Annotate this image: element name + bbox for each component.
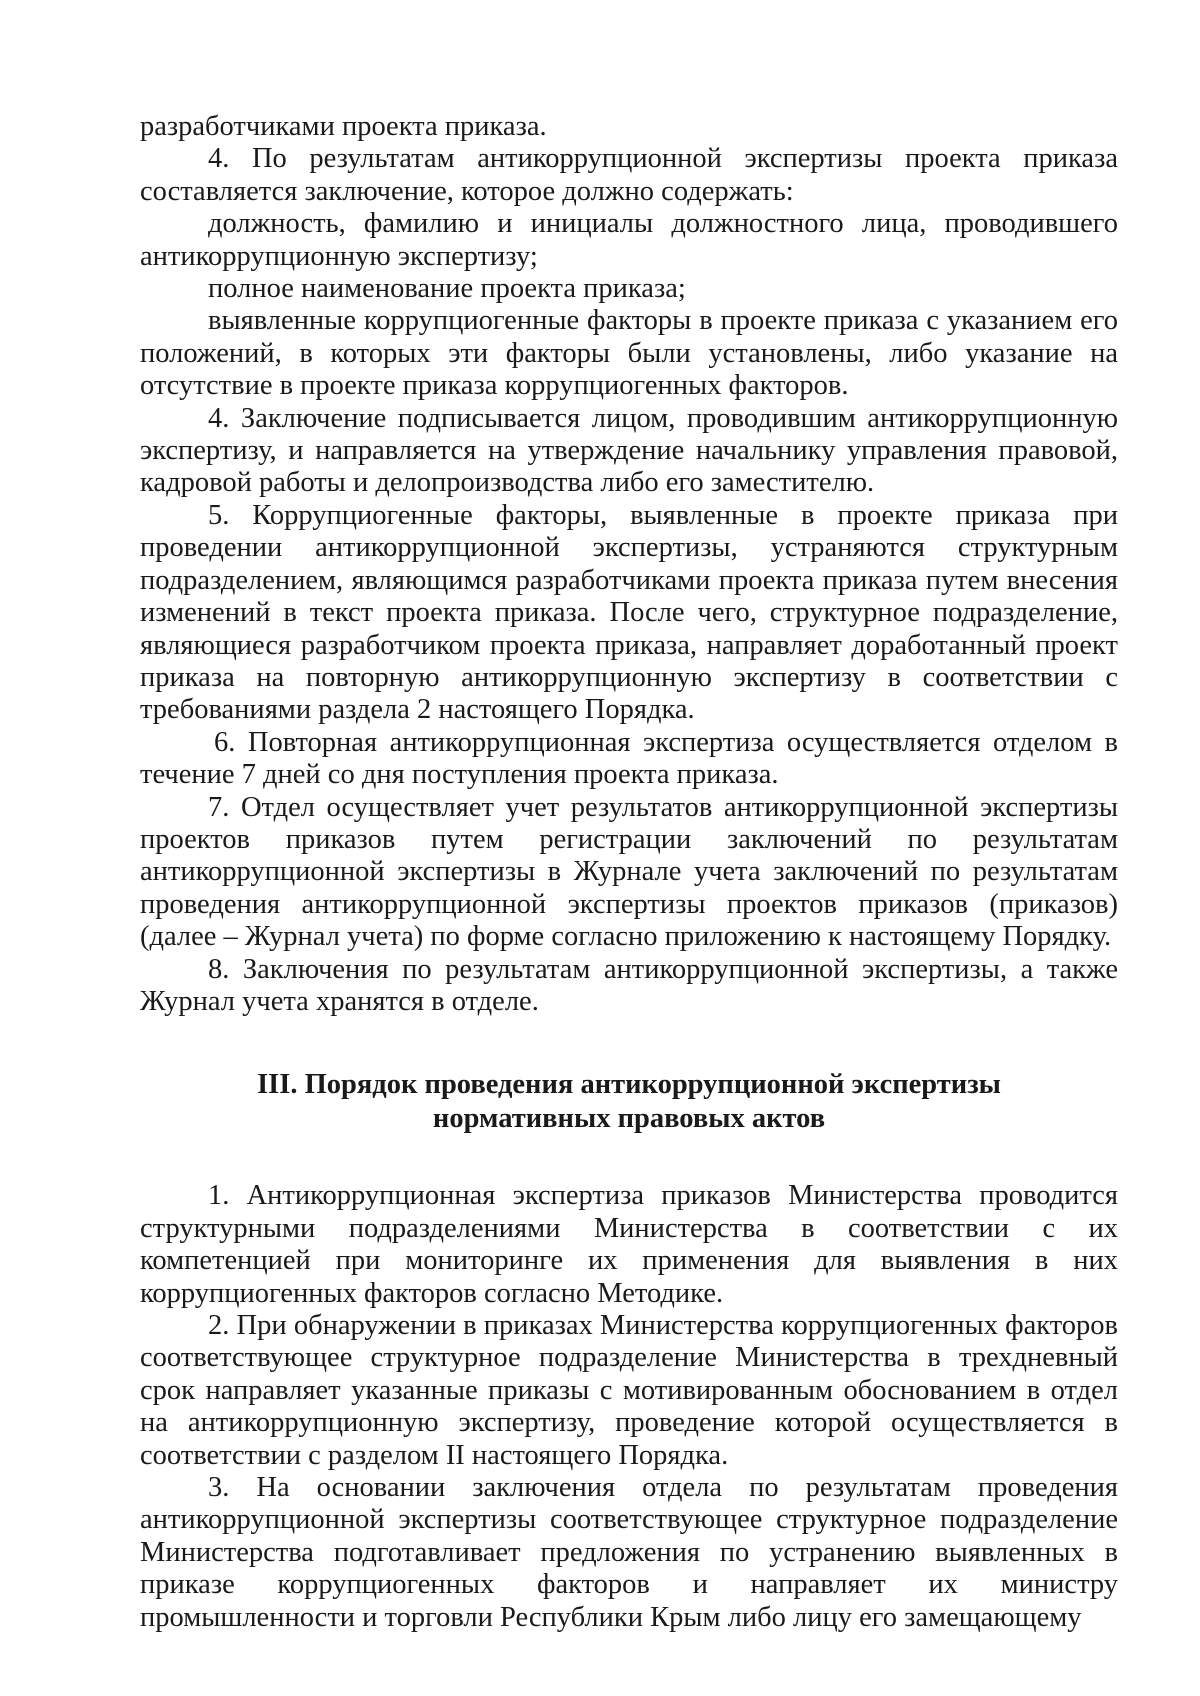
paragraph-s2-item-4-signing: 4. Заключение подписывается лицом, проводившим антикоррупционную экспертизу, и направляется на утверждение начальнику управления правовой, кадровой работы и делопроизводства либо его заместителю. — [140, 402, 1118, 499]
paragraph-intro-fragment: разработчиками проекта приказа. — [140, 111, 547, 142]
paragraph-s3-item-2: 2. При обнаружении в приказах Министерства коррупциогенных факторов соответствующее структурное подразделение Министерства в трехдневный срок направляет указанные приказы с мотивированным обоснованием в отдел на антикоррупционную экспертизу, проведение которой осуществляется в соответствии с разделом II настоящего Порядка. — [140, 1310, 1118, 1471]
paragraph-s3-item-3: 3. На основании заключения отдела по результатам проведения антикоррупционной экспертизы соответствующее структурное подразделение Министерства подготавливает предложения по устранению выявленных в приказе коррупциогенных факторов и направляет их министру промышленности и торговли Республики Крым либо лицу его замещающему — [140, 1472, 1118, 1633]
paragraph-s2-full-title: полное наименование проекта приказа; — [208, 273, 686, 305]
section-3-heading-line-2: нормативных правовых актов — [432, 1103, 826, 1135]
paragraph-s2-factors-found: выявленные коррупциогенные факторы в проекте приказа с указанием его положений, в которых эти факторы были установлены, либо указание на отсутствие в проекте приказа коррупциогенных факторов. — [140, 305, 1118, 402]
paragraph-s2-item-7: 7. Отдел осуществляет учет результатов антикоррупционной экспертизы проектов приказов путем регистрации заключений по результатам антикоррупционной экспертизы в Журнале учета заключений по результатам проведения антикоррупционной экспертизы проектов приказов (приказов) (далее – Журнал учета) по форме согласно приложению к настоящему Порядку. — [140, 791, 1118, 953]
paragraph-s2-position-name: должность, фамилию и инициалы должностного лица, проводившего антикоррупционную экспертизу; — [140, 208, 1118, 272]
document-text — [140, 111, 1118, 1634]
section-3-heading-line-1: III. Порядок проведения антикоррупционной экспертизы — [257, 1069, 1001, 1101]
paragraph-s2-item-5: 5. Коррупциогенные факторы, выявленные в проекте приказа при проведении антикоррупционной экспертизы, устраняются структурным подразделением, являющимся разработчиками проекта приказа путем внесения изменений в текст проекта приказа. После чего, структурное подразделение, являющиеся разработчиком проекта приказа, направляет доработанный проект приказа на повторную антикоррупционную экспертизу в соответствии с требованиями раздела 2 настоящего Порядка. — [140, 499, 1118, 726]
paragraph-s2-item-8: 8. Заключения по результатам антикоррупционной экспертизы, а также Журнал учета хранятся в отделе. — [140, 953, 1118, 1017]
section-3-heading — [140, 1068, 1118, 1136]
paragraph-s2-item-4-conclusion: 4. По результатам антикоррупционной экспертизы проекта приказа составляется заключение, которое должно содержать: — [140, 143, 1118, 207]
paragraph-s2-item-6: 6. Повторная антикоррупционная экспертиза осуществляется отделом в течение 7 дней со дня поступления проекта приказа. — [140, 726, 1118, 791]
paragraph-s3-item-1: 1. Антикоррупционная экспертиза приказов Министерства проводится структурными подразделениями Министерства в соответствии с их компетенцией при мониторинге их применения для выявления в них коррупциогенных факторов согласно Методике. — [140, 1180, 1118, 1309]
